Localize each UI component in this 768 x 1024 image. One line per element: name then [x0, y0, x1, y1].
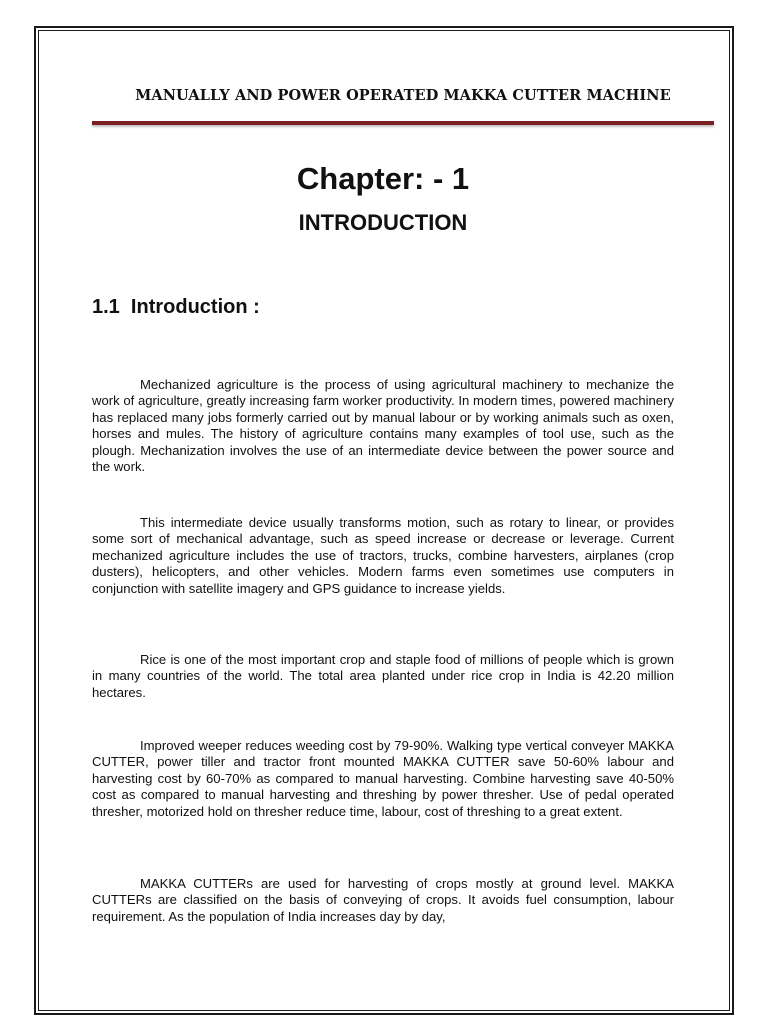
paragraph-mechanized-agriculture: Mechanized agriculture is the process of using agricultural machinery to mechanize the work of agriculture, greatly increasing farm worker productivity. In modern times, powered machinery has replaced many jobs formerly carried out by manual labour or by working animals such as oxen, horses and mules. The history of agriculture contains many examples of tool use, such as the plough. Mechanization involves the use of an intermediate device between the power source and the work. — [92, 377, 674, 475]
paragraph-makka-cutters: MAKKA CUTTERs are used for harvesting of crops mostly at ground level. MAKKA CUTTERs are classified on the basis of conveying of crops. It avoids fuel consumption, labour requirement. As the population of India increases day by day, — [92, 876, 674, 924]
chapter-title: Chapter: - 1 — [296, 161, 470, 196]
paragraph-rice-crop: Rice is one of the most important crop and staple food of millions of people which is grown in many countries of the world. The total area planted under rice crop in India is 42.20 million hectares. — [92, 652, 674, 700]
paragraph-weeper-costs: Improved weeper reduces weeding cost by 79-90%. Walking type vertical conveyer MAKKA CUTTER, power tiller and tractor front mounted MAKKA CUTTER save 50-60% labour and harvesting cost by 60-70% as compared to manual harvesting. Combine harvesting save 40-50% cost as compared to manual harvesting and threshing by power thresher. Use of pedal operated thresher, motorized hold on thresher reduce time, labour, cost of threshing to a great extent. — [92, 738, 674, 819]
header-rule — [92, 121, 714, 125]
running-header: MANUALLY AND POWER OPERATED MAKKA CUTTER MACHINE — [135, 87, 671, 104]
chapter-subtitle: INTRODUCTION — [298, 210, 468, 235]
paragraph-intermediate-device: This intermediate device usually transforms motion, such as rotary to linear, or provides some sort of mechanical advantage, such as speed increase or decrease or leverage. Current mechanized agriculture includes the use of tractors, trucks, combine harvesters, airplanes (crop dusters), helicopters, and other vehicles. Modern farms even sometimes use computers in conjunction with satellite imagery and GPS guidance to increase yields. — [92, 515, 674, 596]
section-heading: 1.1 Introduction : — [92, 296, 260, 318]
